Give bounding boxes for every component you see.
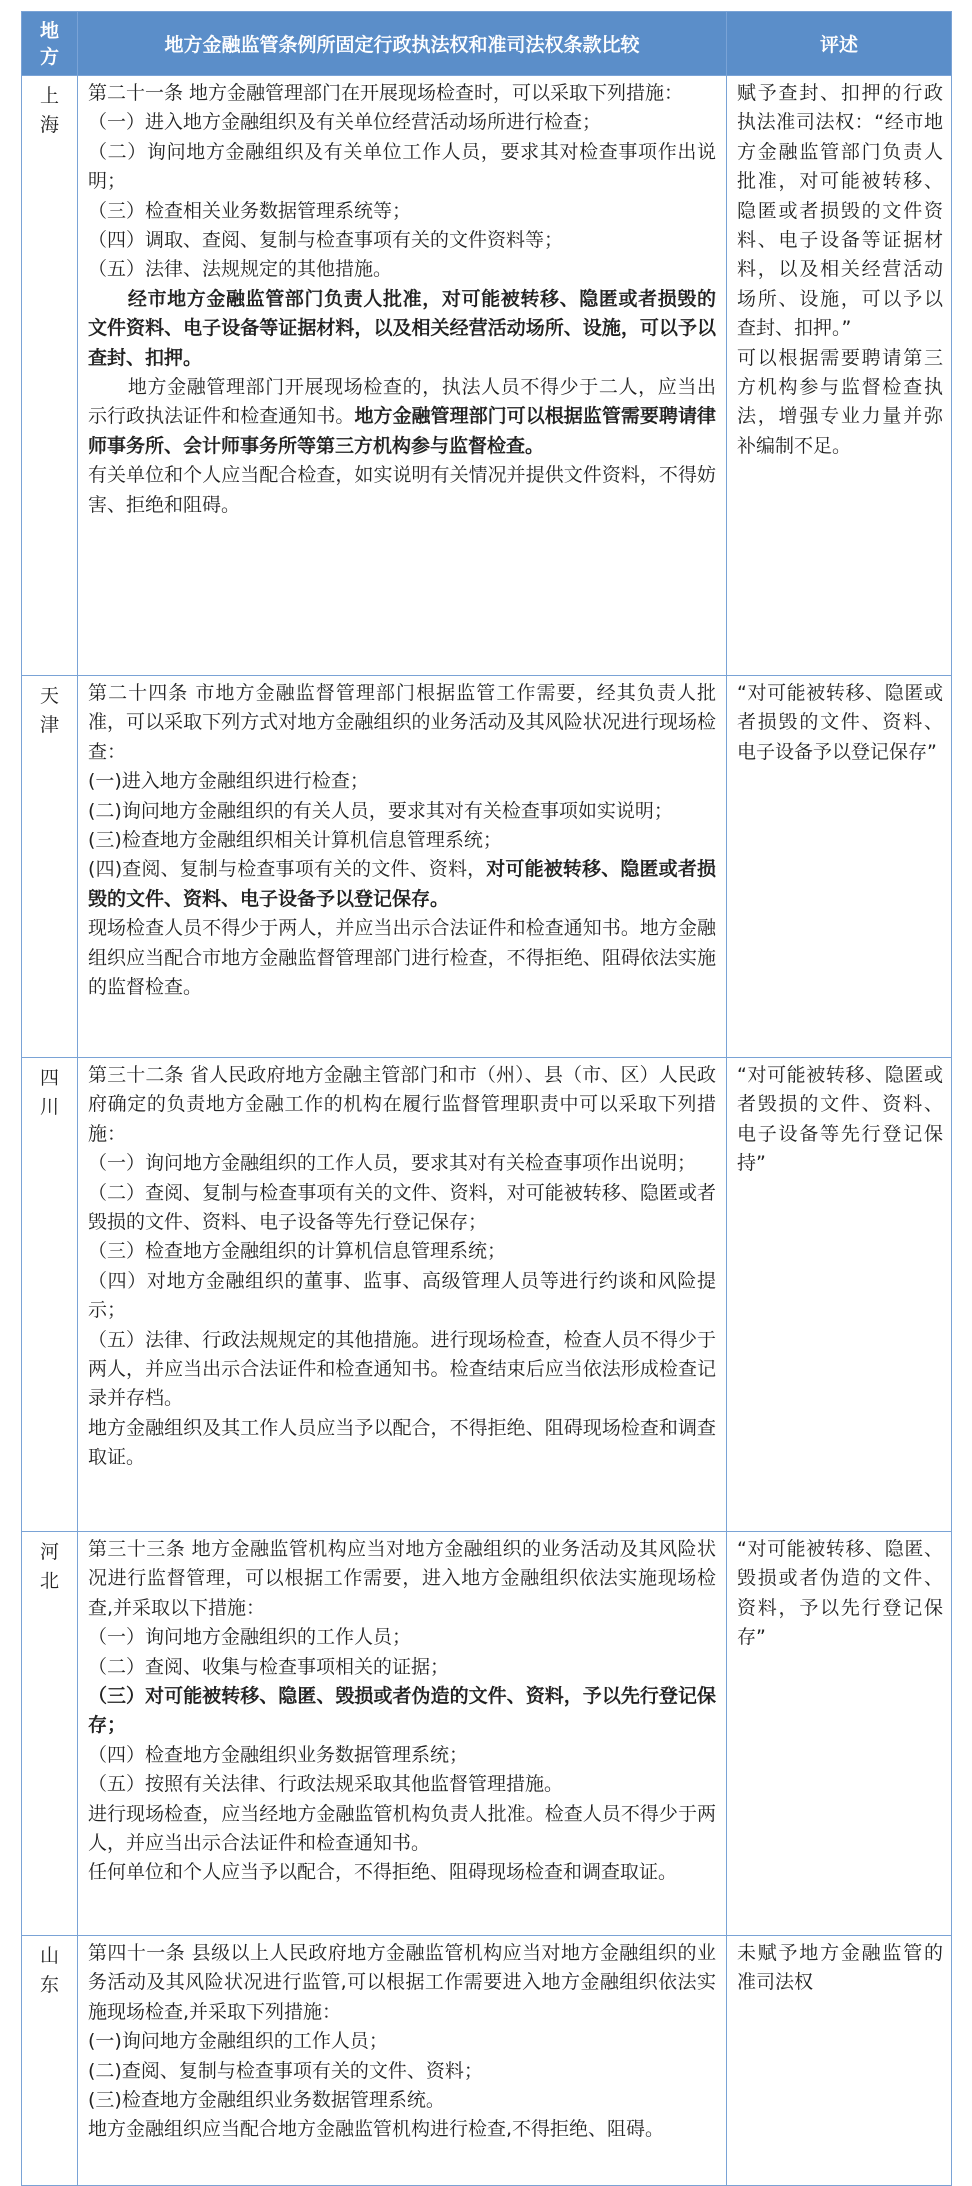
row-sichuan — [22, 1058, 952, 1532]
region-char: 四 — [39, 1067, 59, 1089]
region-shanghai — [22, 76, 78, 676]
row-tianjin — [22, 676, 952, 1058]
clause-text-tianjin — [78, 676, 727, 1058]
header-row — [22, 12, 952, 76]
clause-paragraph-bold: （三）对可能被转移、隐匿、毁损或者伪造的文件、资料，予以先行登记保存； — [88, 1685, 716, 1737]
clause-paragraph: （四）对地方金融组织的董事、监事、高级管理人员等进行约谈和风险提示； — [88, 1269, 716, 1322]
row-shandong — [22, 1936, 952, 2186]
clause-paragraph: 第二十四条 市地方金融监督管理部门根据监管工作需要，经其负责人批准，可以采取下列方式对地方金融组织的业务活动及其风险状况进行现场检查： — [88, 682, 716, 763]
clause-paragraph: （四）调取、查阅、复制与检查事项有关的文件资料等； — [88, 229, 564, 252]
comment-paragraph: “对可能被转移、隐匿、毁损或者伪造的文件、资料，予以先行登记保存” — [737, 1538, 943, 1649]
comment-shanghai — [727, 76, 952, 676]
clause-paragraph: 进行现场检查，应当经地方金融监管机构负责人批准。检查人员不得少于两人，并应当出示合法证件和检查通知书。 — [88, 1802, 716, 1855]
clause-text-bold: 对可能被转移、隐匿或者损毁的文件、资料、电子设备予以登记保存。 — [88, 858, 716, 910]
clause-paragraph: （一）询问地方金融组织的工作人员，要求其对有关检查事项作出说明； — [88, 1152, 697, 1175]
clause-paragraph: （五）法律、法规规定的其他措施。 — [88, 258, 393, 281]
region-char: 海 — [39, 114, 59, 137]
clause-paragraph: 第三十二条 省人民政府地方金融主管部门和市（州）、县（市、区）人民政府确定的负责地方金融工作的机构在履行监督管理职责中可以采取下列措施： — [88, 1064, 716, 1145]
clause-paragraph: (一)询问地方金融组织的工作人员； — [88, 2030, 388, 2053]
clause-paragraph: （一）进入地方金融组织及有关单位经营活动场所进行检查； — [88, 111, 602, 134]
row-hebei — [22, 1532, 952, 1936]
comment-sichuan — [727, 1058, 952, 1532]
comment-paragraph: 可以根据需要聘请第三方机构参与监督检查执法，增强专业力量并弥补编制不足。 — [737, 346, 943, 457]
comment-tianjin — [727, 676, 952, 1058]
clause-paragraph: 有关单位和个人应当配合检查，如实说明有关情况并提供文件资料，不得妨害、拒绝和阻碍。 — [88, 464, 716, 516]
clause-paragraph: （三）检查地方金融组织的计算机信息管理系统； — [88, 1240, 507, 1263]
region-sichuan — [22, 1058, 78, 1532]
clause-paragraph: (三)检查地方金融组织业务数据管理系统。 — [88, 2089, 445, 2112]
clause-paragraph: (二)查阅、复制与检查事项有关的文件、资料； — [88, 2059, 483, 2082]
clause-paragraph: (二)询问地方金融组织的有关人员，要求其对有关检查事项如实说明； — [88, 799, 673, 822]
region-hebei — [22, 1532, 78, 1936]
header-clauses: 地方金融监管条例所固定行政执法权和准司法权条款比较 — [78, 12, 727, 76]
region-char: 山 — [39, 1945, 59, 1967]
clause-paragraph: 地方金融组织应当配合地方金融监管机构进行检查,不得拒绝、阻碍。 — [88, 2118, 665, 2141]
clause-paragraph: （四）检查地方金融组织业务数据管理系统； — [88, 1743, 469, 1766]
region-char: 东 — [39, 1974, 59, 1997]
clause-paragraph: 第二十一条 地方金融管理部门在开展现场检查时，可以采取下列措施： — [88, 82, 684, 104]
clause-text-sichuan — [78, 1058, 727, 1532]
clause-paragraph — [88, 855, 716, 914]
comment-paragraph: 未赋予地方金融监管的准司法权 — [737, 1942, 943, 1994]
region-tianjin — [22, 676, 78, 1058]
clause-paragraph: 任何单位和个人应当予以配合，不得拒绝、阻碍现场检查和调查取证。 — [88, 1861, 678, 1884]
row-shanghai — [22, 76, 952, 676]
header-comment: 评述 — [727, 12, 952, 76]
clause-text-shanghai — [78, 76, 727, 676]
clause-paragraph: 地方金融组织及其工作人员应当予以配合，不得拒绝、阻碍现场检查和调查取证。 — [88, 1416, 716, 1469]
header-region — [22, 12, 78, 76]
region-shandong — [22, 1936, 78, 2186]
region-char: 津 — [39, 714, 59, 737]
region-char: 河 — [39, 1541, 59, 1563]
clause-text-hebei — [78, 1532, 727, 1936]
header-region-char-2: 方 — [39, 45, 59, 68]
clause-paragraph: （二）询问地方金融组织及有关单位工作人员，要求其对检查事项作出说明； — [88, 140, 716, 193]
clause-paragraph: （一）询问地方金融组织的工作人员； — [88, 1626, 412, 1649]
clause-paragraph: （三）检查相关业务数据管理系统等； — [88, 199, 412, 222]
clause-text-bold: 地方金融管理部门可以根据监管需要聘请律师事务所、会计师事务所等第三方机构参与监督检查。 — [88, 405, 716, 457]
clause-paragraph: 第三十三条 地方金融监管机构应当对地方金融组织的业务活动及其风险状况进行监督管理，可以根据工作需要，进入地方金融组织依法实施现场检查,并采取以下措施： — [88, 1538, 716, 1619]
clause-paragraph: 现场检查人员不得少于两人，并应当出示合法证件和检查通知书。地方金融组织应当配合市地方金融监督管理部门进行检查，不得拒绝、阻碍依法实施的监督检查。 — [88, 917, 716, 999]
comparison-table — [21, 11, 952, 2186]
clause-paragraph — [88, 373, 716, 461]
comment-shandong — [727, 1936, 952, 2186]
header-region-char-1: 地 — [39, 19, 59, 42]
region-char: 天 — [39, 685, 59, 707]
clause-text-shandong — [78, 1936, 727, 2186]
comment-paragraph: 赋予查封、扣押的行政执法准司法权：“经市地方金融监管部门负责人批准，对可能被转移、隐匿或者损毁的文件资料、电子设备等证据材料，以及相关经营活动场所、设施，可以予以查封、扣押。” — [737, 82, 943, 340]
comment-paragraph: “对可能被转移、隐匿或者损毁的文件、资料、电子设备予以登记保存” — [737, 682, 943, 763]
clause-text: (四)查阅、复制与检查事项有关的文件、资料， — [88, 858, 487, 881]
region-char: 北 — [39, 1570, 59, 1593]
clause-paragraph-bold: 经市地方金融监管部门负责人批准，对可能被转移、隐匿或者损毁的文件资料、电子设备等证据材料，以及相关经营活动场所、设施，可以予以查封、扣押。 — [88, 287, 716, 369]
region-char: 上 — [39, 85, 59, 107]
clause-paragraph: (三)检查地方金融组织相关计算机信息管理系统； — [88, 829, 502, 852]
clause-paragraph: （二）查阅、收集与检查事项相关的证据； — [88, 1655, 450, 1678]
clause-text: 地方金融管理部门开展现场检查的，执法人员不得少于二人，应当出示行政执法证件和检查通知书。 — [88, 376, 716, 428]
clause-paragraph: (一)进入地方金融组织进行检查； — [88, 770, 369, 793]
clause-paragraph: （五）按照有关法律、行政法规采取其他监督管理措施。 — [88, 1773, 564, 1796]
clause-paragraph: 第四十一条 县级以上人民政府地方金融监管机构应当对地方金融组织的业务活动及其风险状况进行监管,可以根据工作需要进入地方金融组织依法实施现场检查,并采取下列措施： — [88, 1942, 716, 2023]
clause-paragraph: （五）法律、行政法规规定的其他措施。进行现场检查，检查人员不得少于两人，并应当出示合法证件和检查通知书。检查结束后应当依法形成检查记录并存档。 — [88, 1328, 716, 1410]
comment-hebei — [727, 1532, 952, 1936]
comment-paragraph: “对可能被转移、隐匿或者毁损的文件、资料、电子设备等先行登记保持” — [737, 1064, 943, 1175]
region-char: 川 — [39, 1096, 59, 1119]
clause-paragraph: （二）查阅、复制与检查事项有关的文件、资料，对可能被转移、隐匿或者毁损的文件、资料、电子设备等先行登记保存； — [88, 1181, 716, 1234]
